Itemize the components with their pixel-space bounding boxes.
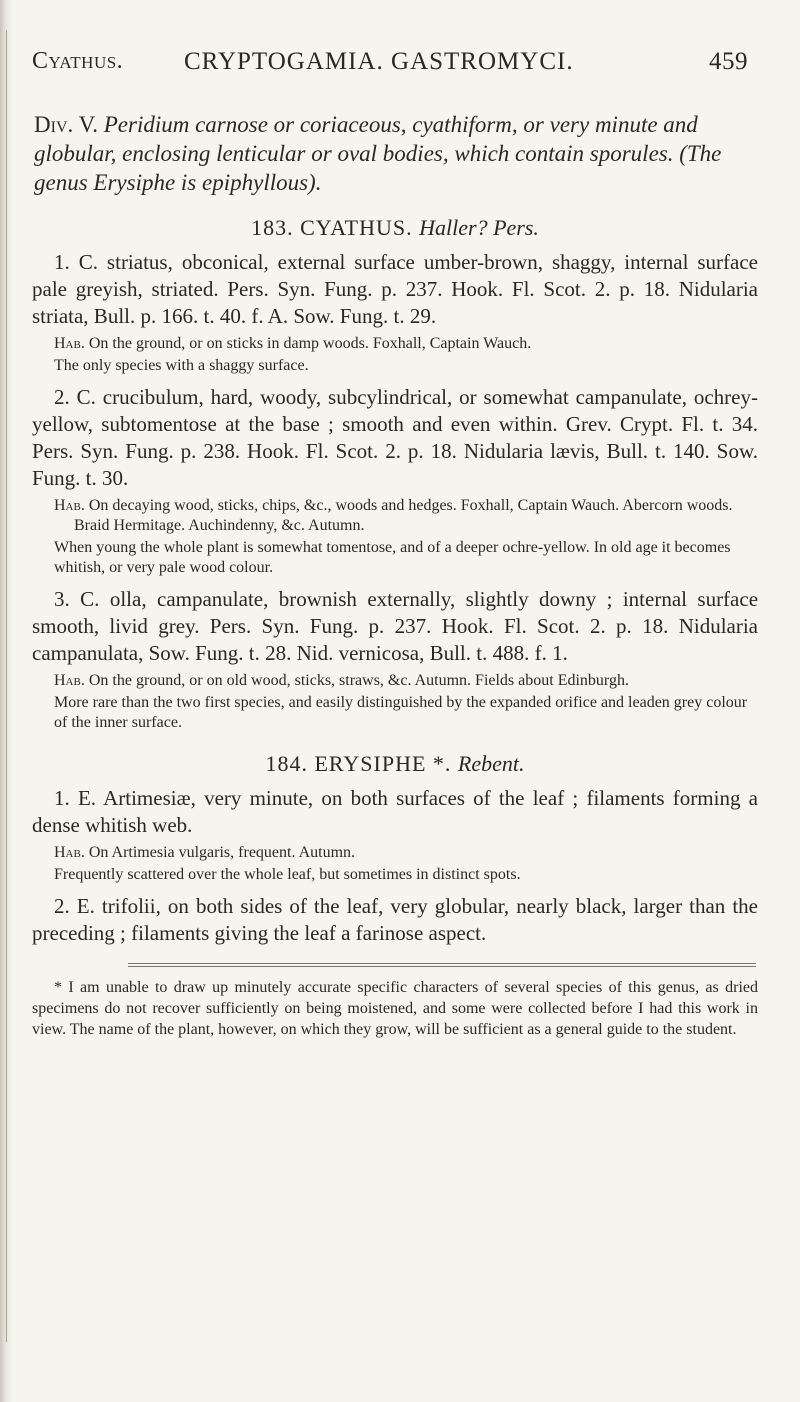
habitat	[32, 671, 758, 691]
habitat-text: On the ground, or on old wood, sticks, straws, &c. Autumn. Fields about Edinburgh.	[88, 672, 629, 689]
habitat	[32, 843, 758, 863]
running-head	[32, 48, 758, 82]
genus-title: 184. ERYSIPHE *.	[265, 751, 452, 776]
species-description: hard, woody, subcylindrical, or somewhat campanulate, ochrey-yellow, subtomentose at the base ; smooth and even within. Grev. Crypt. Fl. t. 34. Pers. Syn. Fung. p. 238. Hook. Fl. Scot. 2. p. 18. Nidularia lævis, Bull. t. 140. Sow. Fung. t. 30.	[32, 385, 758, 490]
running-head-center: CRYPTOGAMIA. GASTROMYCI.	[184, 48, 574, 75]
species-name: 3. C. olla,	[54, 587, 147, 611]
running-head-left: Cyathus.	[32, 48, 124, 74]
species-entry	[32, 384, 758, 492]
species-description: very minute, on both surfaces of the leaf ; filaments forming a dense whitish web.	[32, 786, 758, 837]
page-binding-edge	[0, 0, 12, 1402]
species-name: 2. C. crucibulum,	[54, 385, 204, 409]
species-name: 1. C. striatus,	[54, 250, 173, 274]
species-note: The only species with a shaggy surface.	[54, 357, 309, 374]
footnote-divider	[128, 963, 756, 967]
genus-heading	[32, 215, 758, 241]
species-entry	[32, 249, 758, 330]
species-name: 1. E. Artimesiæ,	[54, 786, 196, 810]
hab-label: Hab.	[54, 335, 85, 352]
genus-heading	[32, 751, 758, 777]
species-description: on both sides of the leaf, very globular, nearly black, larger than the preceding ; filaments giving the leaf a farinose aspect.	[32, 894, 759, 945]
hab-label: Hab.	[54, 844, 85, 861]
book-page	[32, 48, 758, 1040]
habitat	[32, 496, 758, 536]
genus-authority: Haller? Pers.	[419, 215, 539, 240]
hab-label: Hab.	[54, 672, 85, 689]
habitat-text: On Artimesia vulgaris, frequent. Autumn.	[88, 844, 356, 861]
footnote: * I am unable to draw up minutely accurate specific characters of several species of this genus, as dried specimens do not recover sufficiently on being moistened, and some were collected before I had this work in view. The name of the plant, however, on which they grow, will be sufficient as a general guide to the student.	[32, 979, 758, 1038]
habitat-text: On the ground, or on sticks in damp woods. Foxhall, Captain Wauch.	[88, 335, 532, 352]
hab-label: Hab.	[54, 497, 85, 514]
genus-title: 183. CYATHUS.	[251, 215, 413, 240]
division-description	[34, 110, 758, 197]
species-entry	[32, 893, 758, 947]
page-number: 459	[709, 48, 748, 75]
species-entry	[32, 586, 758, 667]
division-lead: Div. V.	[34, 112, 98, 137]
habitat	[32, 334, 758, 354]
species-description: obconical, external surface umber-brown, shaggy, internal surface pale greyish, striated. Pers. Syn. Fung. p. 237. Hook. Fl. Scot. 2. p. 18. Nidularia striata, Bull. p. 166. t. 40. f. A. Sow. Fung. t. 29.	[32, 250, 759, 328]
species-note: More rare than the two first species, and easily distinguished by the expanded orifice and leaden grey colour of the inner surface.	[54, 694, 748, 731]
species-note: When young the whole plant is somewhat tomentose, and of a deeper ochre-yellow. In old age it becomes whitish, or very pale wood colour.	[54, 539, 731, 576]
species-name: 2. E. trifolii,	[54, 894, 161, 918]
species-description: campanulate, brownish externally, slightly downy ; internal surface smooth, livid grey. Pers. Syn. Fung. p. 237. Hook. Fl. Scot. 2. p. 18. Nidularia campanulata, Sow. Fung. t. 28. Nid. vernicosa, Bull. t. 488. f. 1.	[32, 587, 759, 665]
division-text: Peridium carnose or coriaceous, cyathiform, or very minute and globular, enclosing lenticular or oval bodies, which contain sporules. (The genus Erysiphe is epiphyllous).	[34, 112, 722, 195]
genus-authority: Rebent.	[457, 751, 525, 776]
species-entry	[32, 785, 758, 839]
species-note: Frequently scattered over the whole leaf, but sometimes in distinct spots.	[54, 866, 521, 883]
habitat-text: On decaying wood, sticks, chips, &c., woods and hedges. Foxhall, Captain Wauch. Abercorn woods. Braid Hermitage. Auchindenny, &c. Autumn.	[74, 497, 733, 534]
